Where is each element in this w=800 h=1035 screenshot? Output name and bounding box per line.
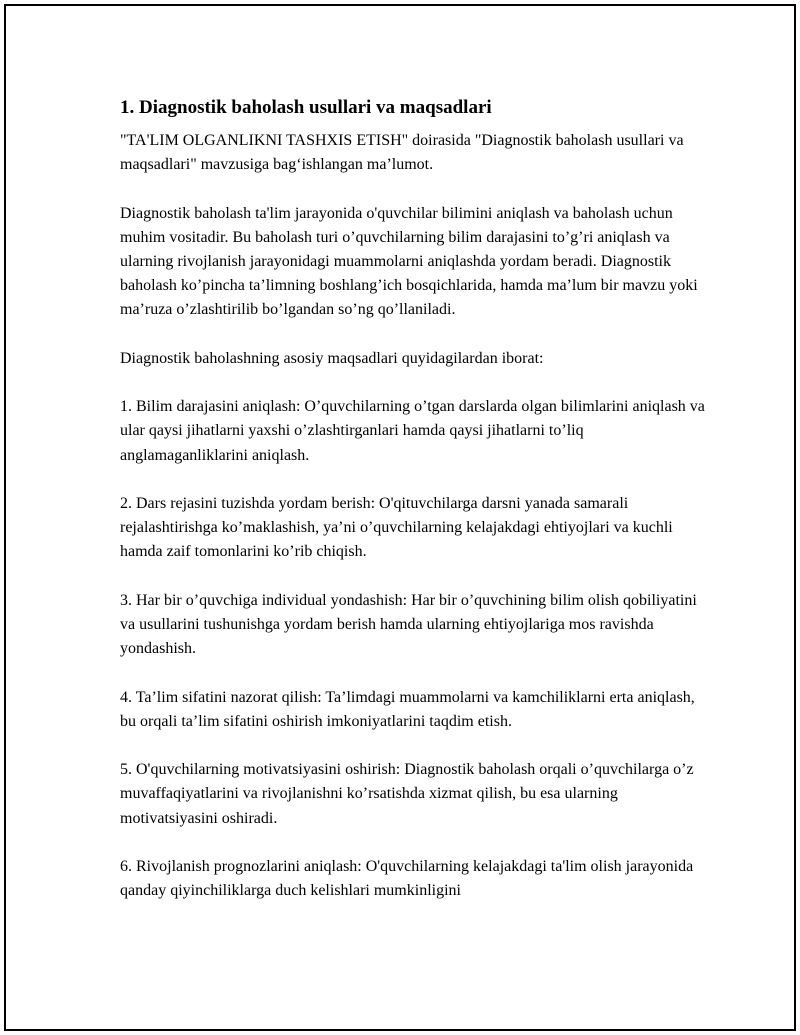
goal-item-4: 4. Ta’lim sifatini nazorat qilish: Ta’limdagi muammolarni va kamchiliklarni erta aniqlash, bu orqali ta’lim sifatini oshirish imkoniyatlarini taqdim etish. [120,688,695,730]
intro-paragraph: "TA'LIM OLGANLIKNI TASHXIS ETISH" doirasida "Diagnostik baholash usullari va maqsadlari" mavzusiga bag‘ishlangan ma’lumot. [120,132,684,174]
goal-item-1: 1. Bilim darajasini aniqlash: O’quvchilarning o’tgan darslarda olgan bilimlarini aniqlash va ular qaysi jihatlarni yaxshi o’zlashtirganlari hamda qaysi jihatlarni to’liq anglamaganliklarini aniqlash. [120,398,705,464]
goal-item-5: 5. O'quvchilarning motivatsiyasini oshirish: Diagnostik baholash orqali o’quvchilarga o’z muvaffaqiyatlarini va rivojlanishni ko’rsatishda xizmat qilish, bu esa ularning motivatsiyasini oshiradi. [120,761,694,827]
definition-paragraph: Diagnostik baholash ta'lim jarayonida o'quvchilar bilimini aniqlash va baholash uchun muhim vositadir. Bu baholash turi o’quvchilarning bilim darajasini to’g’ri aniqlash va ularning rivojlanish jarayonidagi muammolarni aniqlashda yordam beradi. Diagnostik baholash ko’pincha ta’limning boshlang’ich bosqichlarida, hamda ma’lum bir mavzu yoki ma’ruza o’zlashtirilib bo’lgandan so’ng qo’llaniladi. [120,204,698,319]
goal-item-6: 6. Rivojlanish prognozlarini aniqlash: O'quvchilarning kelajakdagi ta'lim olish jarayonida qanday qiyinchiliklarga duch kelishlari mumkinligini [120,857,694,900]
page-frame [4,4,796,1031]
goal-item-2: 2. Dars rejasini tuzishda yordam berish: O'qituvchilarga darsni yanada samarali rejalashtirishga ko’maklashish, ya’ni o’quvchilarning kelajakdagi ehtiyojlari va kuchli hamda zaif tomonlarini ko’rib chiqish. [120,494,673,561]
section-heading: 1. Diagnostik baholash usullari va maqsadlari [120,97,492,118]
document-body [120,96,710,928]
goals-intro-paragraph: Diagnostik baholashning asosiy maqsadlari quyidagilardan iborat: [120,349,544,367]
goal-item-3: 3. Har bir o’quvchiga individual yondashish: Har bir o’quvchining bilim olish qobiliyatini va usullarini tushunishga yordam berish hamda ularning ehtiyojlariga mos ravishda yondashish. [120,591,697,658]
